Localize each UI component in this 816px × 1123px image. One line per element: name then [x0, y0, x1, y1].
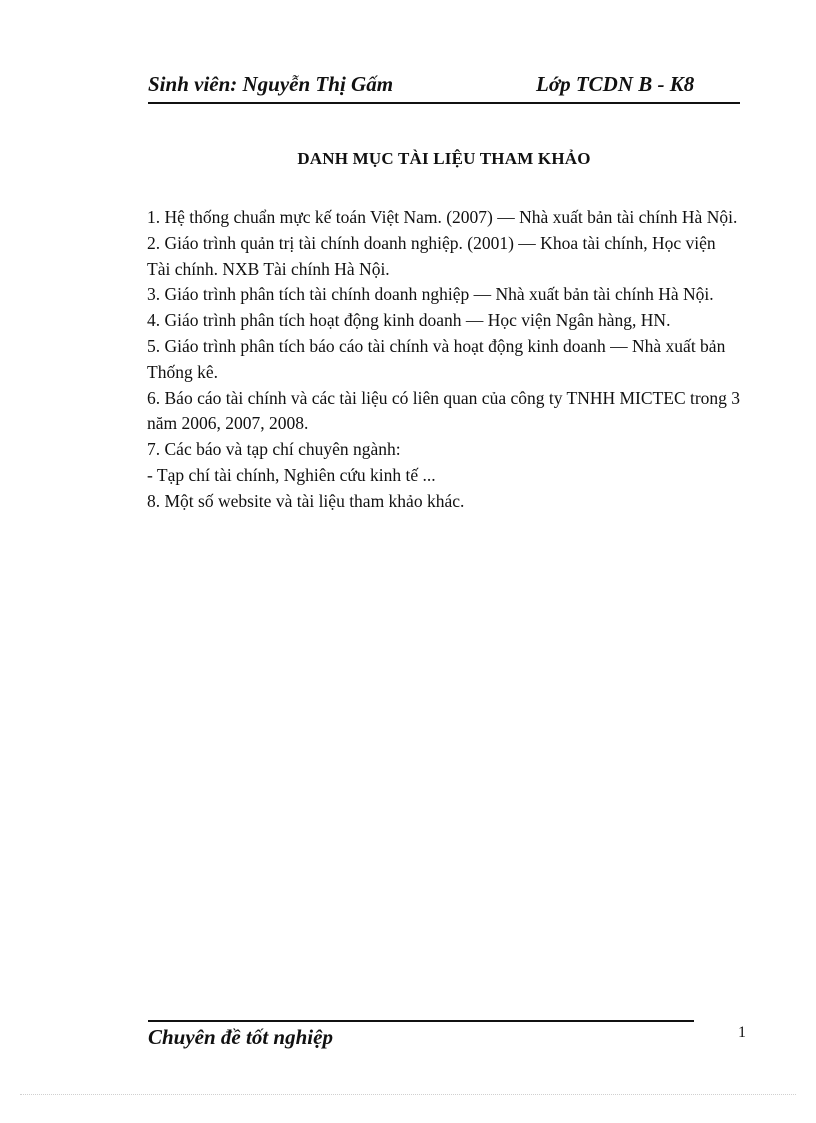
student-name: Sinh viên: Nguyễn Thị Gấm: [148, 72, 394, 96]
reference-item: 4. Giáo trình phân tích hoạt động kinh doanh — Học viện Ngân hàng, HN.: [147, 310, 671, 331]
reference-subitem: - Tạp chí tài chính, Nghiên cứu kinh tế ...: [147, 464, 436, 485]
reference-item: 6. Báo cáo tài chính và các tài liệu có liên quan của công ty TNHH MICTEC trong 3 năm 2006, 2007, 2008.: [147, 387, 741, 434]
reference-item: 7. Các báo và tạp chí chuyên ngành:: [147, 439, 401, 460]
reference-list: [147, 205, 742, 515]
reference-item: 2. Giáo trình quản trị tài chính doanh nghiệp. (2001) — Khoa tài chính, Học viện Tài chính. NXB Tài chính Hà Nội.: [147, 232, 716, 279]
page-number: 1: [738, 1024, 746, 1041]
footer-label: Chuyên đề tốt nghiệp: [148, 1025, 333, 1049]
reference-item: 8. Một số website và tài liệu tham khảo khác.: [147, 490, 465, 511]
reference-item: 3. Giáo trình phân tích tài chính doanh nghiệp — Nhà xuất bản tài chính Hà Nội.: [147, 284, 714, 305]
page-title: DANH MỤC TÀI LIỆU THAM KHẢO: [297, 149, 591, 168]
class-name: Lớp TCDN B - K8: [536, 72, 695, 96]
page-bottom-rule: [20, 1094, 796, 1095]
page-header: [148, 70, 740, 104]
footer-divider: [148, 1020, 694, 1022]
reference-item: 1. Hệ thống chuẩn mực kế toán Việt Nam. (2007) — Nhà xuất bản tài chính Hà Nội.: [147, 207, 738, 227]
reference-item: 5. Giáo trình phân tích báo cáo tài chính và hoạt động kinh doanh — Nhà xuất bản Thống kê.: [147, 335, 726, 382]
